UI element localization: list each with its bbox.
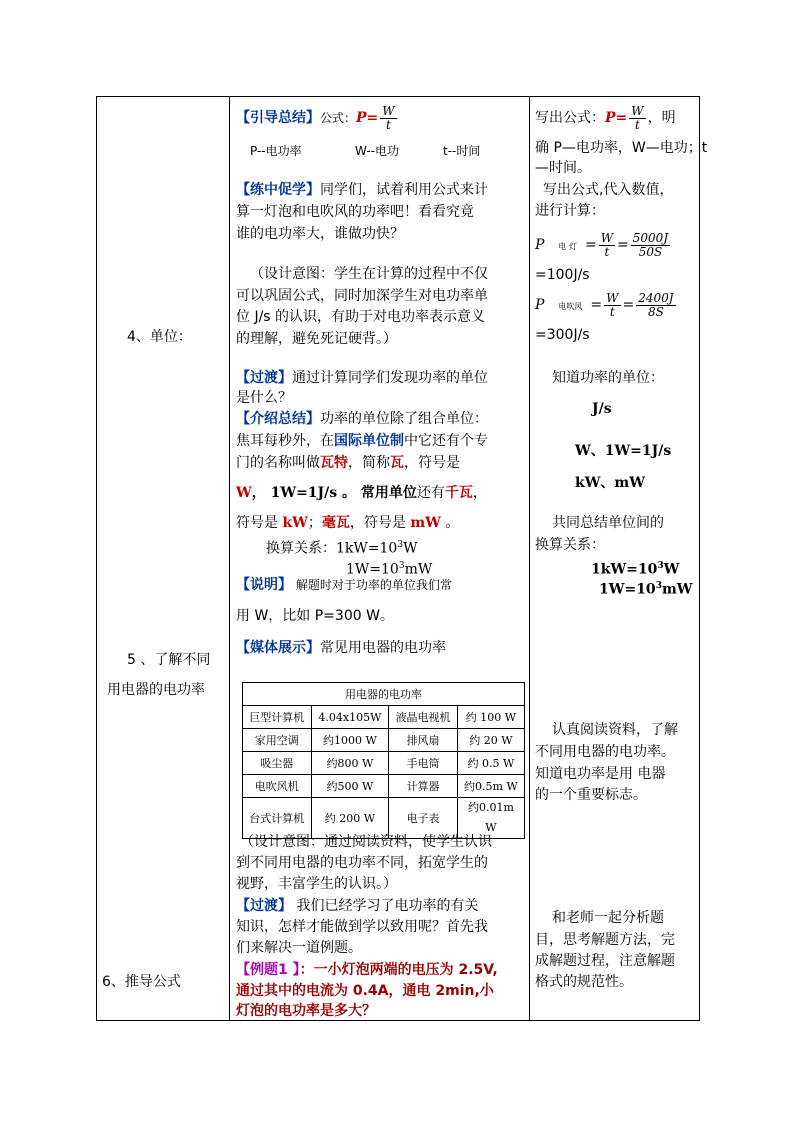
transition1-line2: 是什么？ — [236, 390, 292, 406]
solve-line3: 成解题过程，注意解题 — [535, 953, 675, 969]
transition2-line3: 们来解决一道例题。 — [236, 940, 362, 956]
design1-line3: 位 J/s 的认识，有助于对电功率表示意义 — [236, 309, 486, 325]
table-row: 台式计算机 约 200 W 电子表 约0.01m W — [243, 798, 525, 839]
col3-conversion1: $1kW=10^3W$ — [591, 561, 680, 578]
read-line3: 知道电功率是用 电器 — [535, 766, 666, 782]
example-line1: 【例题1 】：一小灯泡两端的电压为 2.5V, — [236, 962, 498, 978]
intro-line4: W， 1W=1J/s 。 常用单位还有千瓦， — [236, 485, 487, 501]
bulb-calc: P 电 灯 = $\frac{W}{t}$ = $\frac{5000J}{50S}$ — [535, 230, 669, 259]
intro-line3: 门的名称叫做瓦特，简称瓦，符号是 — [236, 455, 460, 471]
unit-js: J/s — [592, 401, 612, 417]
conversion-line2: $1W=10^3mW$ — [346, 561, 433, 578]
know-unit: 知道功率的单位： — [552, 370, 664, 386]
intro-line2: 焦耳每秒外，在国际单位制中它还有个专 — [236, 433, 488, 449]
example-line2: 通过其中的电流为 0.4A，通电 2min,小 — [236, 983, 494, 999]
design1-line1: （设计意图：学生在计算的过程中不仅 — [250, 266, 488, 282]
unit-kw: kW、mW — [575, 475, 645, 491]
read-line4: 的一个重要标志。 — [535, 787, 647, 803]
write-formula-line3: —时间。 — [535, 160, 591, 176]
formula-p: P= — [356, 110, 379, 126]
dryer-result: =300J/s — [535, 327, 590, 343]
table-caption: 用电器的电功率 — [243, 683, 525, 706]
design2-line2: 到不同用电器的电功率不同，拓宽学生的 — [236, 855, 488, 871]
table-row: 电吹风机 约500 W 计算器 约0.5m W — [243, 775, 525, 798]
together-line2: 换算关系： — [535, 537, 605, 553]
transition1-line1: 【过渡】通过计算同学们发现功率的单位 — [236, 370, 488, 386]
section-unit: 4、单位： — [127, 329, 192, 345]
write-formula-line2: 确 P—电功率，W—电功；t — [535, 140, 708, 156]
unit-w: W、1W=1J/s — [575, 443, 672, 459]
guide-summary — [236, 104, 399, 132]
design2-line1: （设计意图：通过阅读资料，使学生认识 — [240, 834, 492, 850]
design2-line3: 视野，丰富学生的认识。） — [236, 876, 397, 892]
media-display: 【媒体展示】常见用电器的电功率 — [236, 640, 446, 656]
guide-text: 公式： — [320, 111, 357, 125]
note-line1: 【说明】 解题时对于功率的单位我们常 — [236, 577, 452, 593]
solve-line1: 和老师一起分析题 — [552, 910, 664, 926]
bulb-result: =100J/s — [535, 267, 590, 283]
symbol-p: P--电功率 — [250, 144, 302, 158]
practice-line2: 算一灯泡和电吹风的功率吧！看看究竟 — [236, 204, 474, 220]
solve-line4: 格式的规范性。 — [535, 974, 633, 990]
table-row: 吸尘器 约800 W 手电筒 约 0.5 W — [243, 752, 525, 775]
intro-line1: 【介绍总结】功率的单位除了组合单位： — [236, 411, 488, 427]
solve-line2: 目，思考解题方法，完 — [535, 932, 675, 948]
symbol-t: t--时间 — [443, 144, 481, 158]
transition2-line1: 【过渡】 我们已经学习了电功率的有关 — [236, 898, 479, 914]
symbol-w: W--电功 — [355, 144, 400, 158]
read-line2: 不同用电器的电功率。 — [535, 744, 675, 760]
dryer-calc: P 电吹风 = $\frac{W}{t}$ = $\frac{2400J}{8S}$ — [535, 290, 674, 319]
column-divider — [529, 96, 530, 1021]
calc-line2: 进行计算： — [535, 203, 605, 219]
guide-tag: 【引导总结】 — [236, 110, 320, 126]
practice-line1: 【练中促学】同学们，试着利用公式来计 — [236, 182, 488, 198]
practice-line3: 谁的电功率大，谁做功快？ — [236, 226, 404, 242]
write-formula-line1: 写出公式：P= $\frac{W}{t}$ ，明 — [535, 103, 676, 132]
section-understand-line2: 用电器的电功率 — [107, 682, 205, 698]
calc-line1: 写出公式,代入数值， — [543, 182, 674, 198]
example-line3: 灯泡的电功率是多大？ — [236, 1003, 376, 1019]
note-line2: 用 W，比如 P=300 W。 — [236, 608, 394, 624]
section-derive: 6、推导公式 — [102, 974, 181, 990]
col3-conversion2: $1W=10^3mW$ — [599, 581, 693, 598]
together-line1: 共同总结单位间的 — [552, 515, 664, 531]
transition2-line2: 知识，怎样才能做到学以致用呢？首先我 — [236, 919, 488, 935]
table-row: 巨型计算机 4.04x105W 液晶电视机 约 100 W — [243, 706, 525, 729]
conversion-line1: 换算关系：$1kW=10^3W$ — [266, 540, 418, 557]
read-line1: 认真阅读资料，了解 — [552, 722, 678, 738]
design1-line2: 可以巩固公式，同时加深学生对电功率单 — [236, 288, 488, 304]
design1-line4: 的理解，避免死记硬背。） — [236, 331, 397, 347]
column-divider — [229, 96, 230, 1021]
formula-fraction: $\frac{W}{t}$ — [382, 103, 395, 132]
section-understand-line1: 5 、了解不同 — [127, 652, 211, 668]
appliance-power-table — [242, 682, 525, 839]
table-row: 家用空调 约1000 W 排风扇 约 20 W — [243, 729, 525, 752]
intro-line5: 符号是 kW；毫瓦，符号是 mW 。 — [236, 515, 460, 531]
